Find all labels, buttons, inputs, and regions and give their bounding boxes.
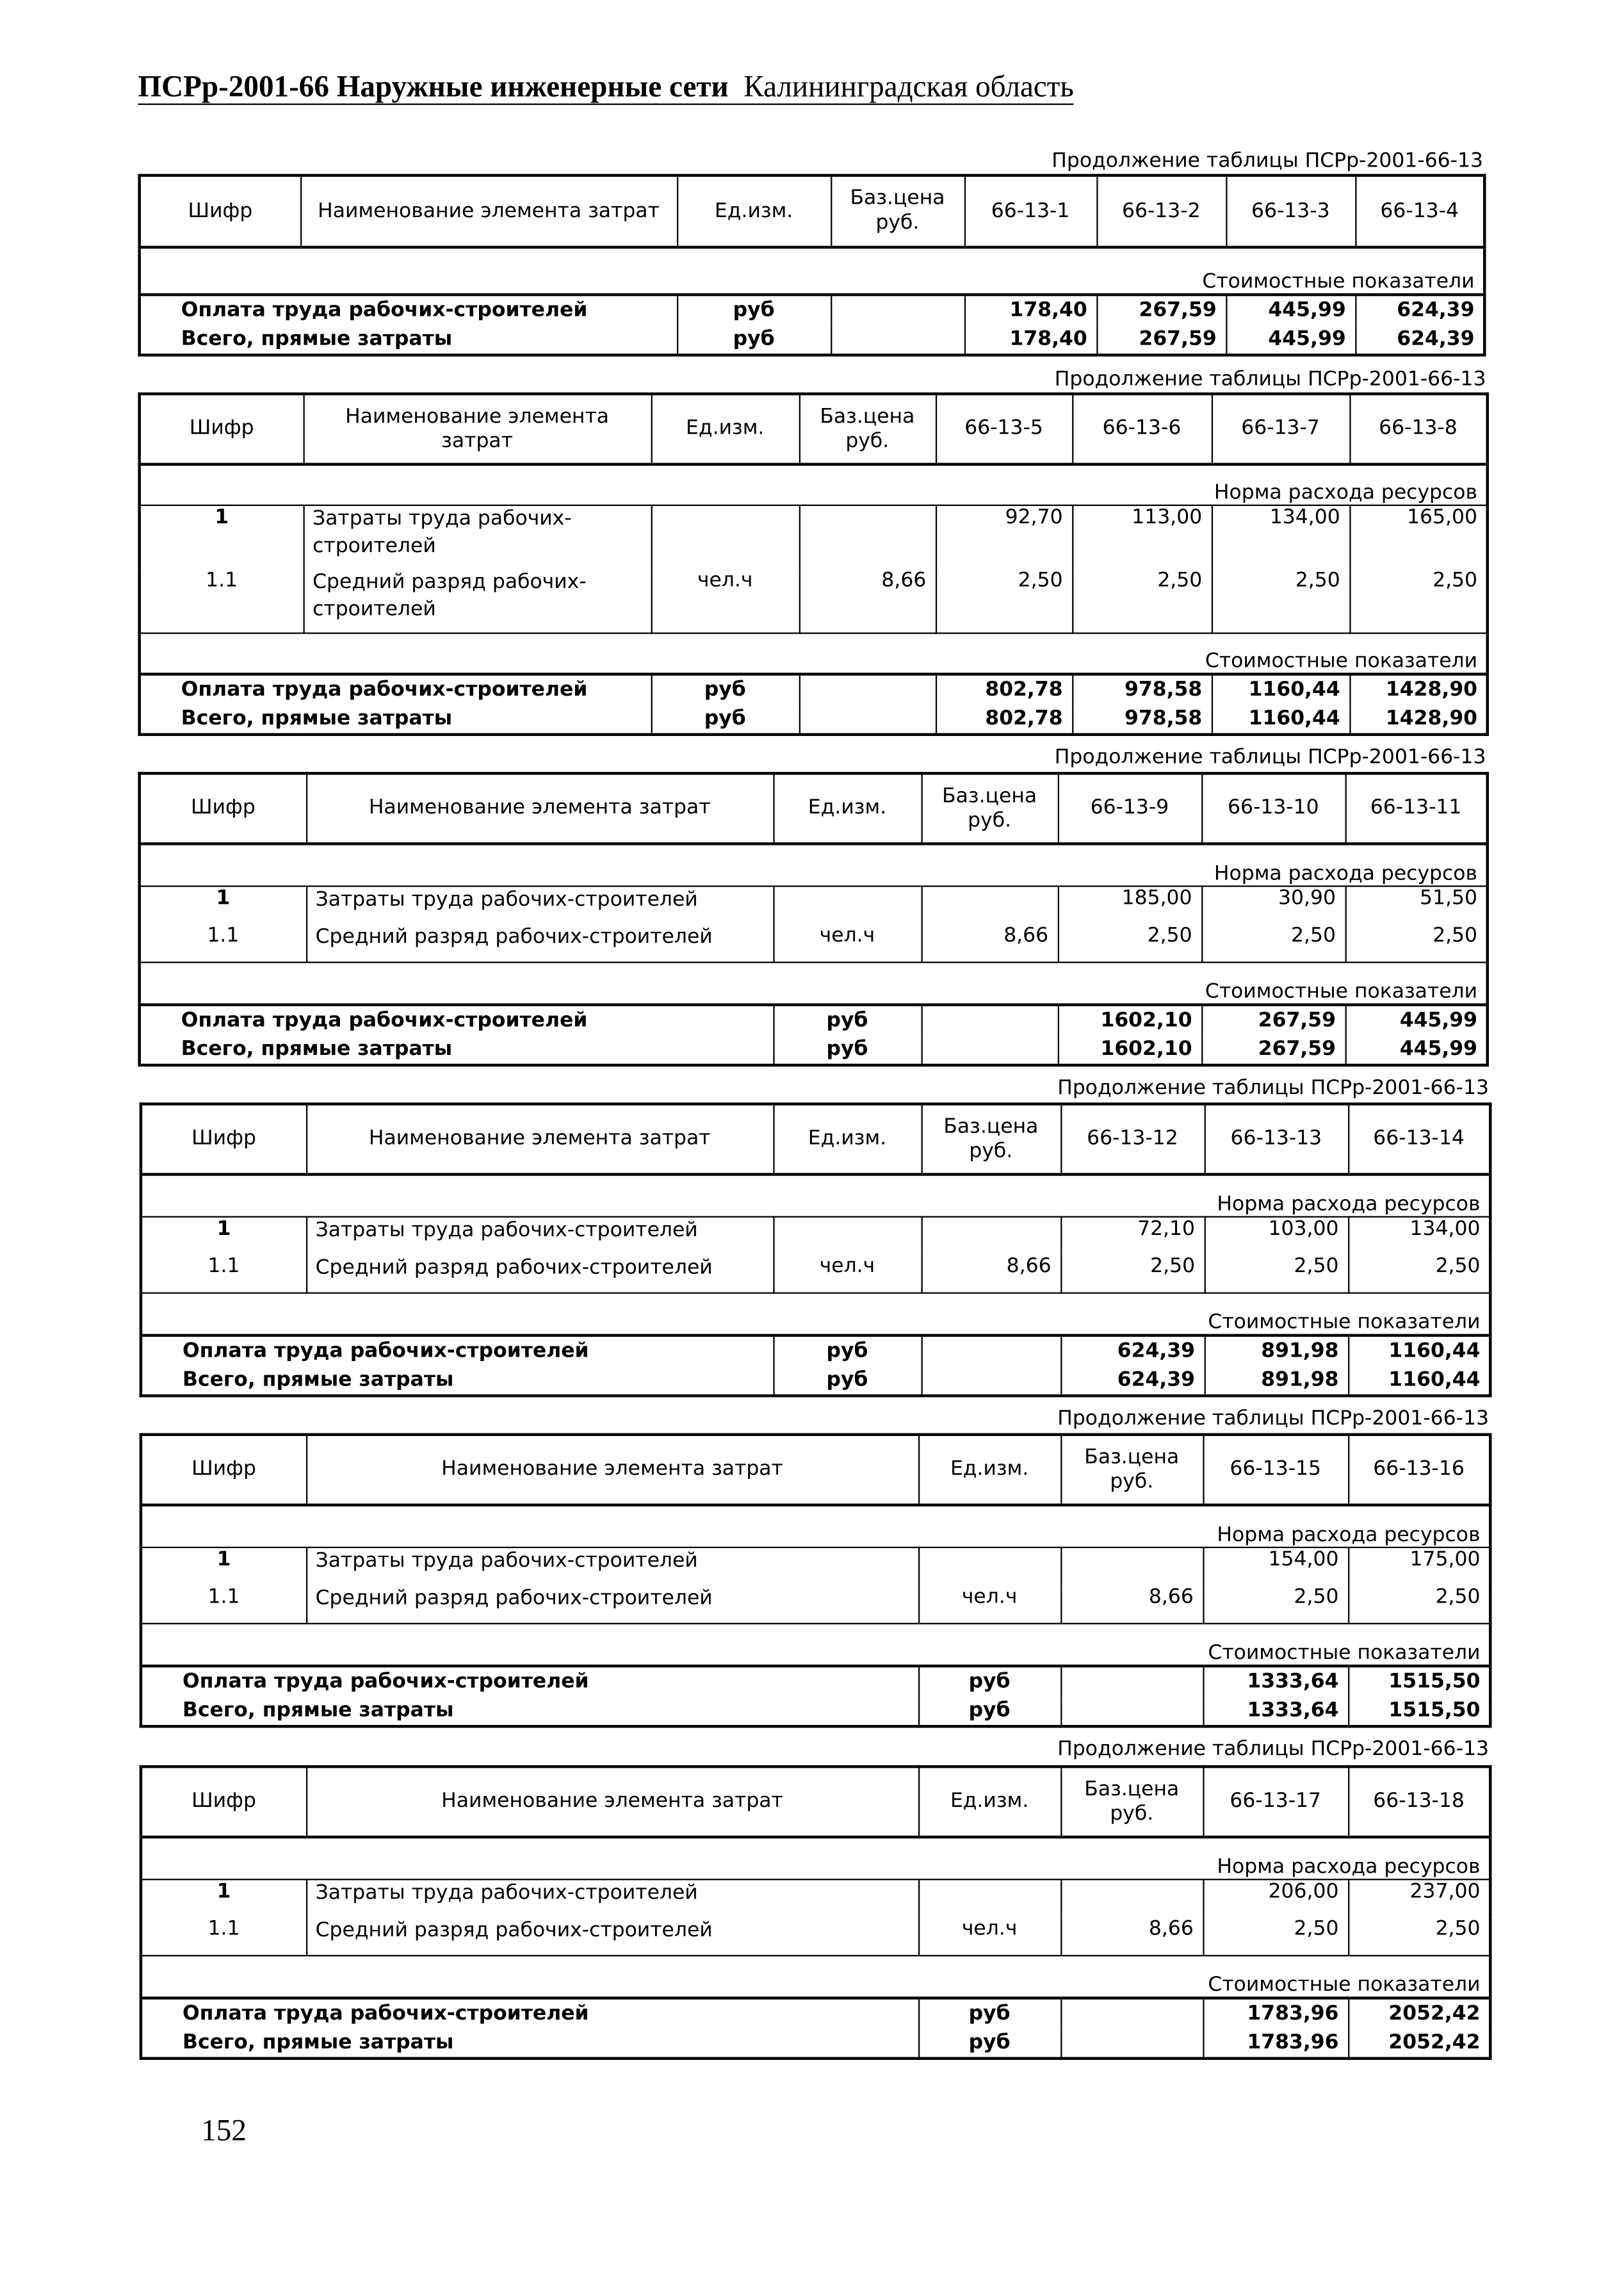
header-column: 66-13-14: [1348, 1104, 1490, 1175]
row-price: 8,66: [799, 569, 936, 633]
total-price-empty: [831, 325, 964, 355]
total-value: 1515,50: [1348, 1666, 1490, 1696]
row-value: 113,00: [1072, 505, 1212, 569]
header-column: 66-13-6: [1072, 394, 1212, 464]
header-code: Шифр: [140, 773, 306, 844]
row-value: 185,00: [1058, 886, 1201, 924]
total-value: 802,78: [936, 705, 1072, 735]
row-name: Затраты труда рабочих-строителей: [306, 1879, 918, 1917]
total-unit: руб: [651, 705, 799, 735]
row-code: 1.1: [141, 1255, 306, 1293]
page-number: 152: [201, 2112, 247, 2148]
header-unit: Ед.изм.: [773, 773, 921, 844]
header-name: Наименование элемента затрат: [304, 394, 651, 464]
total-value: 1783,96: [1203, 2029, 1348, 2059]
row-unit: чел.ч: [918, 1585, 1060, 1623]
total-value: 802,78: [936, 674, 1072, 705]
row-code: 1: [141, 1547, 306, 1585]
table-caption: Продолжение таблицы ПСРр-2001-66-13: [1057, 1407, 1489, 1430]
norm-section-label: Норма расхода ресурсов: [140, 464, 1488, 505]
cost-section-label: Стоимостные показатели: [141, 1293, 1490, 1335]
header-name: Наименование элемента затрат: [306, 1435, 918, 1505]
row-price: 8,66: [1060, 1918, 1203, 1956]
row-value: 206,00: [1203, 1879, 1348, 1917]
row-code: 1.1: [141, 1918, 306, 1956]
row-value: 2,50: [1349, 569, 1487, 633]
total-price-empty: [922, 1035, 1058, 1065]
table-caption: Продолжение таблицы ПСРр-2001-66-13: [1054, 368, 1486, 391]
total-row: [140, 674, 1488, 705]
total-value: 624,39: [1355, 295, 1484, 325]
cost-section-label: Стоимостные показатели: [141, 1956, 1490, 1998]
header-column: 66-13-3: [1226, 176, 1355, 247]
header-row: [141, 1104, 1490, 1175]
row-price: [799, 505, 936, 569]
row-name: Затраты труда рабочих-строителей: [306, 1217, 773, 1255]
row-value: 2,50: [1060, 1255, 1204, 1293]
row-value: 165,00: [1349, 505, 1487, 569]
section-row: [141, 1293, 1490, 1335]
table-caption: Продолжение таблицы ПСРр-2001-66-13: [1054, 746, 1486, 769]
row-value: 2,50: [1201, 924, 1345, 962]
header-price: Баз.цена руб.: [831, 176, 964, 247]
document-title: [138, 69, 1073, 105]
norm-section-label: Норма расхода ресурсов: [140, 844, 1488, 886]
header-column: 66-13-8: [1349, 394, 1487, 464]
resource-row: [140, 569, 1488, 633]
total-label: Оплата труда рабочих-строителей: [141, 1998, 918, 2028]
total-value: 445,99: [1226, 325, 1355, 355]
total-row: [140, 325, 1485, 355]
total-price-empty: [1060, 1666, 1203, 1696]
total-value: 1160,44: [1348, 1366, 1490, 1396]
row-unit: чел.ч: [773, 924, 921, 962]
total-value: 891,98: [1205, 1366, 1348, 1396]
header-column: 66-13-4: [1355, 176, 1484, 247]
header-name: Наименование элемента затрат: [306, 1767, 918, 1837]
total-value: 1428,90: [1349, 705, 1487, 735]
row-value: 2,50: [1348, 1255, 1490, 1293]
total-value: 2052,42: [1348, 1998, 1490, 2028]
row-value: 2,50: [936, 569, 1072, 633]
header-column: 66-13-10: [1201, 773, 1345, 844]
total-label: Всего, прямые затраты: [141, 2029, 918, 2059]
total-value: 1783,96: [1203, 1998, 1348, 2028]
row-value: 2,50: [1203, 1918, 1348, 1956]
norm-section-label: Норма расхода ресурсов: [141, 1505, 1490, 1547]
row-value: 92,70: [936, 505, 1072, 569]
row-price: 8,66: [1060, 1585, 1203, 1623]
cost-section-label: Стоимостные показатели: [140, 247, 1485, 295]
section-row: [140, 962, 1488, 1004]
total-value: 978,58: [1072, 674, 1212, 705]
section-row: [141, 1624, 1490, 1666]
row-code: 1.1: [140, 569, 304, 633]
total-value: 1333,64: [1203, 1696, 1348, 1726]
row-value: 134,00: [1212, 505, 1349, 569]
header-column: 66-13-16: [1348, 1435, 1490, 1505]
header-row: [141, 1435, 1490, 1505]
total-row: [141, 1696, 1490, 1726]
row-price: [1060, 1547, 1203, 1585]
total-unit: руб: [773, 1035, 921, 1065]
total-label: Всего, прямые затраты: [141, 1696, 918, 1726]
resource-row: [140, 924, 1488, 962]
total-price-empty: [799, 674, 936, 705]
total-row: [141, 2029, 1490, 2059]
total-label: Оплата труда рабочих-строителей: [140, 674, 651, 705]
header-name: Наименование элемента затрат: [300, 176, 677, 247]
resource-row: [141, 1879, 1490, 1917]
row-value: 2,50: [1348, 1585, 1490, 1623]
header-column: 66-13-5: [936, 394, 1072, 464]
total-row: [140, 1005, 1488, 1035]
header-column: 66-13-13: [1205, 1104, 1348, 1175]
title-region: Калининградская область: [743, 69, 1074, 104]
row-price: [1060, 1879, 1203, 1917]
header-column: 66-13-12: [1060, 1104, 1204, 1175]
total-value: 978,58: [1072, 705, 1212, 735]
total-label: Оплата труда рабочих-строителей: [140, 295, 677, 325]
section-row: [141, 1505, 1490, 1547]
cost-table: [140, 1433, 1492, 1727]
header-code: Шифр: [140, 394, 304, 464]
total-value: 2052,42: [1348, 2029, 1490, 2059]
row-value: 2,50: [1348, 1918, 1490, 1956]
total-price-empty: [922, 1366, 1061, 1396]
header-unit: Ед.изм.: [918, 1435, 1060, 1505]
header-name: Наименование элемента затрат: [306, 773, 773, 844]
header-column: 66-13-11: [1345, 773, 1488, 844]
header-price: Баз.цена руб.: [922, 1104, 1061, 1175]
total-value: 1160,44: [1348, 1335, 1490, 1366]
total-label: Всего, прямые затраты: [141, 1366, 773, 1396]
total-row: [141, 1335, 1490, 1366]
section-row: [141, 1956, 1490, 1998]
resource-row: [140, 505, 1488, 569]
total-price-empty: [1060, 1696, 1203, 1726]
title-code: ПСРр-2001-66 Наружные инженерные сети: [138, 69, 729, 104]
cost-section-label: Стоимостные показатели: [141, 1624, 1490, 1666]
row-name: Средний разряд рабочих-строителей: [306, 1255, 773, 1293]
row-unit: [651, 505, 799, 569]
header-row: [140, 176, 1485, 247]
total-unit: руб: [773, 1335, 921, 1366]
total-value: 1333,64: [1203, 1666, 1348, 1696]
total-label: Оплата труда рабочих-строителей: [141, 1335, 773, 1366]
total-price-empty: [922, 1335, 1061, 1366]
table-caption: Продолжение таблицы ПСРр-2001-66-13: [1052, 149, 1484, 173]
header-price: Баз.цена руб.: [1060, 1435, 1203, 1505]
total-value: 267,59: [1201, 1035, 1345, 1065]
resource-row: [141, 1585, 1490, 1623]
total-row: [140, 705, 1488, 735]
row-value: 2,50: [1072, 569, 1212, 633]
row-unit: [918, 1547, 1060, 1585]
total-unit: руб: [773, 1366, 921, 1396]
total-value: 624,39: [1060, 1335, 1204, 1366]
total-value: 624,39: [1355, 325, 1484, 355]
row-code: 1: [141, 1879, 306, 1917]
header-code: Шифр: [141, 1104, 306, 1175]
header-price: Баз.цена руб.: [799, 394, 936, 464]
row-name: Средний разряд рабочих-строителей: [306, 1918, 918, 1956]
total-value: 1602,10: [1058, 1035, 1201, 1065]
row-value: 72,10: [1060, 1217, 1204, 1255]
total-label: Оплата труда рабочих-строителей: [141, 1666, 918, 1696]
section-row: [140, 633, 1488, 674]
total-value: 1515,50: [1348, 1696, 1490, 1726]
total-value: 1160,44: [1212, 674, 1349, 705]
header-column: 66-13-7: [1212, 394, 1349, 464]
row-code: 1.1: [141, 1585, 306, 1623]
header-unit: Ед.изм.: [651, 394, 799, 464]
row-value: 103,00: [1205, 1217, 1348, 1255]
header-column: 66-13-1: [964, 176, 1096, 247]
norm-section-label: Норма расхода ресурсов: [141, 1175, 1490, 1217]
row-value: 2,50: [1058, 924, 1201, 962]
total-price-empty: [922, 1005, 1058, 1035]
row-price: [922, 886, 1058, 924]
total-value: 1602,10: [1058, 1005, 1201, 1035]
total-unit: руб: [651, 674, 799, 705]
resource-row: [141, 1547, 1490, 1585]
header-column: 66-13-9: [1058, 773, 1201, 844]
section-row: [140, 247, 1485, 295]
total-price-empty: [1060, 2029, 1203, 2059]
total-value: 267,59: [1201, 1005, 1345, 1035]
row-name: Средний разряд рабочих-строителей: [306, 924, 773, 962]
total-value: 178,40: [964, 325, 1096, 355]
row-price: [922, 1217, 1061, 1255]
total-label: Всего, прямые затраты: [140, 1035, 774, 1065]
row-price: 8,66: [922, 924, 1058, 962]
header-code: Шифр: [140, 176, 300, 247]
total-unit: руб: [918, 1666, 1060, 1696]
header-name: Наименование элемента затрат: [306, 1104, 773, 1175]
total-price-empty: [1060, 1998, 1203, 2028]
total-row: [141, 1998, 1490, 2028]
total-value: 267,59: [1096, 295, 1226, 325]
row-code: 1: [141, 1217, 306, 1255]
section-row: [141, 1175, 1490, 1217]
row-price: 8,66: [922, 1255, 1061, 1293]
header-code: Шифр: [141, 1767, 306, 1837]
total-row: [141, 1366, 1490, 1396]
row-name: Затраты труда рабочих-строителей: [304, 505, 651, 569]
row-unit: чел.ч: [918, 1918, 1060, 1956]
header-row: [141, 1767, 1490, 1837]
row-name: Затраты труда рабочих-строителей: [306, 1547, 918, 1585]
row-name: Средний разряд рабочих-строителей: [304, 569, 651, 633]
row-value: 154,00: [1203, 1547, 1348, 1585]
header-price: Баз.цена руб.: [1060, 1767, 1203, 1837]
row-unit: чел.ч: [773, 1255, 921, 1293]
cost-table: [140, 1765, 1492, 2060]
total-row: [140, 1035, 1488, 1065]
header-row: [140, 773, 1488, 844]
header-unit: Ед.изм.: [677, 176, 831, 247]
total-value: 445,99: [1226, 295, 1355, 325]
row-unit: чел.ч: [651, 569, 799, 633]
cost-table: [140, 1102, 1492, 1397]
total-unit: руб: [677, 325, 831, 355]
section-row: [140, 464, 1488, 505]
total-label: Всего, прямые затраты: [140, 705, 651, 735]
total-row: [140, 295, 1485, 325]
total-value: 445,99: [1345, 1035, 1488, 1065]
total-price-empty: [831, 295, 964, 325]
header-unit: Ед.изм.: [918, 1767, 1060, 1837]
total-value: 891,98: [1205, 1335, 1348, 1366]
total-label: Всего, прямые затраты: [140, 325, 677, 355]
total-unit: руб: [773, 1005, 921, 1035]
header-column: 66-13-17: [1203, 1767, 1348, 1837]
row-code: 1: [140, 886, 306, 924]
row-value: 2,50: [1212, 569, 1349, 633]
row-code: 1: [140, 505, 304, 569]
resource-row: [141, 1918, 1490, 1956]
row-name: Средний разряд рабочих-строителей: [306, 1585, 918, 1623]
resource-row: [140, 886, 1488, 924]
cost-table: [138, 174, 1486, 357]
header-column: 66-13-15: [1203, 1435, 1348, 1505]
header-row: [140, 394, 1488, 464]
total-value: 1160,44: [1212, 705, 1349, 735]
row-code: 1.1: [140, 924, 306, 962]
header-column: 66-13-18: [1348, 1767, 1490, 1837]
total-value: 445,99: [1345, 1005, 1488, 1035]
section-row: [141, 1837, 1490, 1879]
row-value: 2,50: [1203, 1585, 1348, 1623]
header-unit: Ед.изм.: [773, 1104, 921, 1175]
total-label: Оплата труда рабочих-строителей: [140, 1005, 774, 1035]
total-unit: руб: [918, 2029, 1060, 2059]
total-price-empty: [799, 705, 936, 735]
row-value: 2,50: [1205, 1255, 1348, 1293]
row-value: 175,00: [1348, 1547, 1490, 1585]
total-value: 267,59: [1096, 325, 1226, 355]
table-caption: Продолжение таблицы ПСРр-2001-66-13: [1057, 1738, 1489, 1761]
total-row: [141, 1666, 1490, 1696]
total-unit: руб: [918, 1696, 1060, 1726]
resource-row: [141, 1217, 1490, 1255]
section-row: [140, 844, 1488, 886]
row-value: 134,00: [1348, 1217, 1490, 1255]
cost-section-label: Стоимостные показатели: [140, 962, 1488, 1004]
total-value: 178,40: [964, 295, 1096, 325]
total-unit: руб: [918, 1998, 1060, 2028]
row-value: 30,90: [1201, 886, 1345, 924]
norm-section-label: Норма расхода ресурсов: [141, 1837, 1490, 1879]
header-column: 66-13-2: [1096, 176, 1226, 247]
cost-table: [138, 772, 1489, 1066]
header-price: Баз.цена руб.: [922, 773, 1058, 844]
row-unit: [773, 886, 921, 924]
total-value: 624,39: [1060, 1366, 1204, 1396]
total-unit: руб: [677, 295, 831, 325]
header-code: Шифр: [141, 1435, 306, 1505]
row-unit: [918, 1879, 1060, 1917]
row-unit: [773, 1217, 921, 1255]
total-value: 1428,90: [1349, 674, 1487, 705]
cost-table: [138, 393, 1489, 736]
table-caption: Продолжение таблицы ПСРр-2001-66-13: [1057, 1076, 1489, 1100]
resource-row: [141, 1255, 1490, 1293]
row-value: 237,00: [1348, 1879, 1490, 1917]
row-name: Затраты труда рабочих-строителей: [306, 886, 773, 924]
row-value: 2,50: [1345, 924, 1488, 962]
row-value: 51,50: [1345, 886, 1488, 924]
cost-section-label: Стоимостные показатели: [140, 633, 1488, 674]
